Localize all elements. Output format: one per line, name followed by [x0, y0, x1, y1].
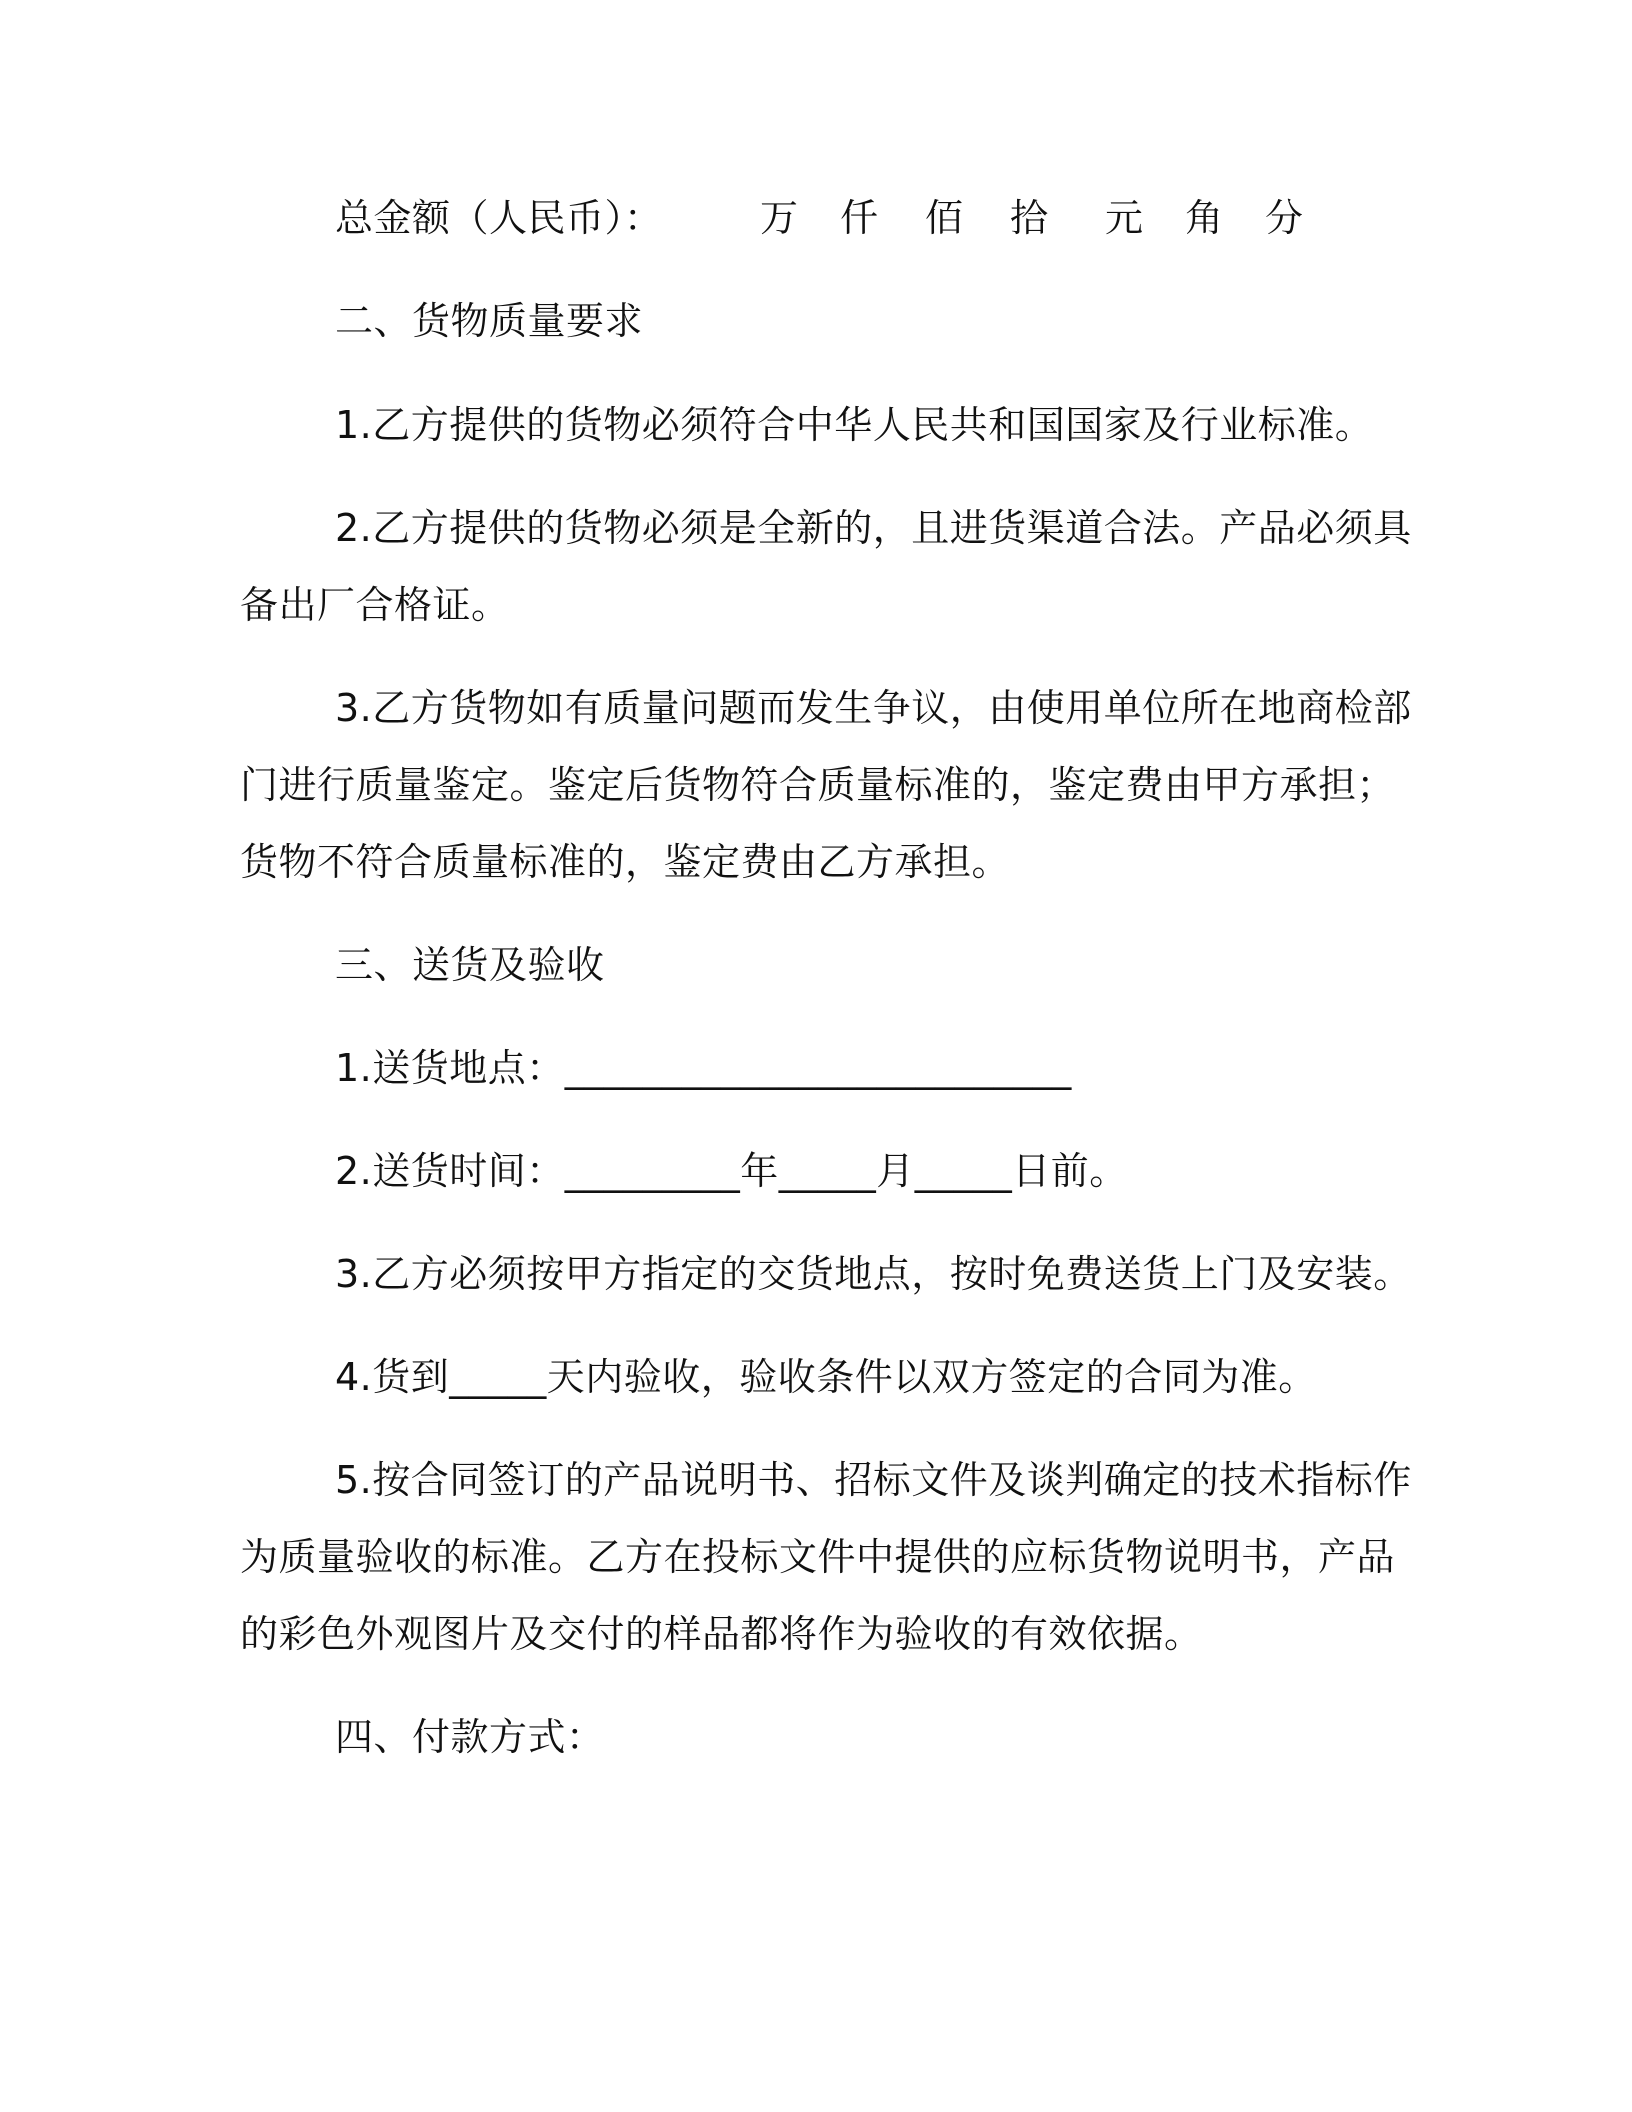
unit-fen: 分	[1265, 196, 1304, 240]
quality-item-3-line-2: 门进行质量鉴定。鉴定后货物符合质量标准的，鉴定费由甲方承担；	[240, 763, 1396, 807]
quality-item-3-line-1: 3.乙方货物如有质量问题而发生争议，由使用单位所在地商检部	[335, 686, 1412, 730]
unit-qian: 仟	[840, 196, 879, 240]
delivery-item-5-line-1: 5.按合同签订的产品说明书、招标文件及谈判确定的技术指标作	[335, 1458, 1412, 1502]
delivery-item-3: 3.乙方必须按甲方指定的交货地点，按时免费送货上门及安装。	[335, 1252, 1412, 1296]
section-heading-delivery: 三、送货及验收	[335, 943, 605, 987]
unit-jiao: 角	[1185, 196, 1224, 240]
section-heading-quality: 二、货物质量要求	[335, 299, 644, 343]
unit-yuan: 元	[1105, 196, 1144, 240]
quality-item-2-line-2: 备出厂合格证。	[240, 583, 510, 627]
unit-bai: 佰	[925, 196, 964, 240]
delivery-item-5-line-2: 为质量验收的标准。乙方在投标文件中提供的应标货物说明书，产品	[240, 1535, 1396, 1579]
delivery-item-5-line-3: 的彩色外观图片及交付的样品都将作为验收的有效依据。	[240, 1612, 1203, 1656]
section-heading-payment: 四、付款方式：	[335, 1715, 605, 1759]
delivery-item-1: 1.送货地点：__________________________	[335, 1046, 1072, 1090]
total-amount-label: 总金额（人民币）：	[335, 196, 663, 240]
delivery-item-2: 2.送货时间：_________年_____月_____日前。	[335, 1149, 1128, 1193]
total-amount-line	[335, 193, 1304, 243]
quality-item-2-line-1: 2.乙方提供的货物必须是全新的，且进货渠道合法。产品必须具	[335, 506, 1412, 550]
quality-item-1: 1.乙方提供的货物必须符合中华人民共和国国家及行业标准。	[335, 403, 1374, 447]
unit-wan: 万	[760, 196, 799, 240]
unit-shi: 拾	[1010, 196, 1049, 240]
delivery-item-4: 4.货到_____天内验收，验收条件以双方签定的合同为准。	[335, 1355, 1317, 1399]
quality-item-3-line-3: 货物不符合质量标准的，鉴定费由乙方承担。	[240, 840, 1011, 884]
